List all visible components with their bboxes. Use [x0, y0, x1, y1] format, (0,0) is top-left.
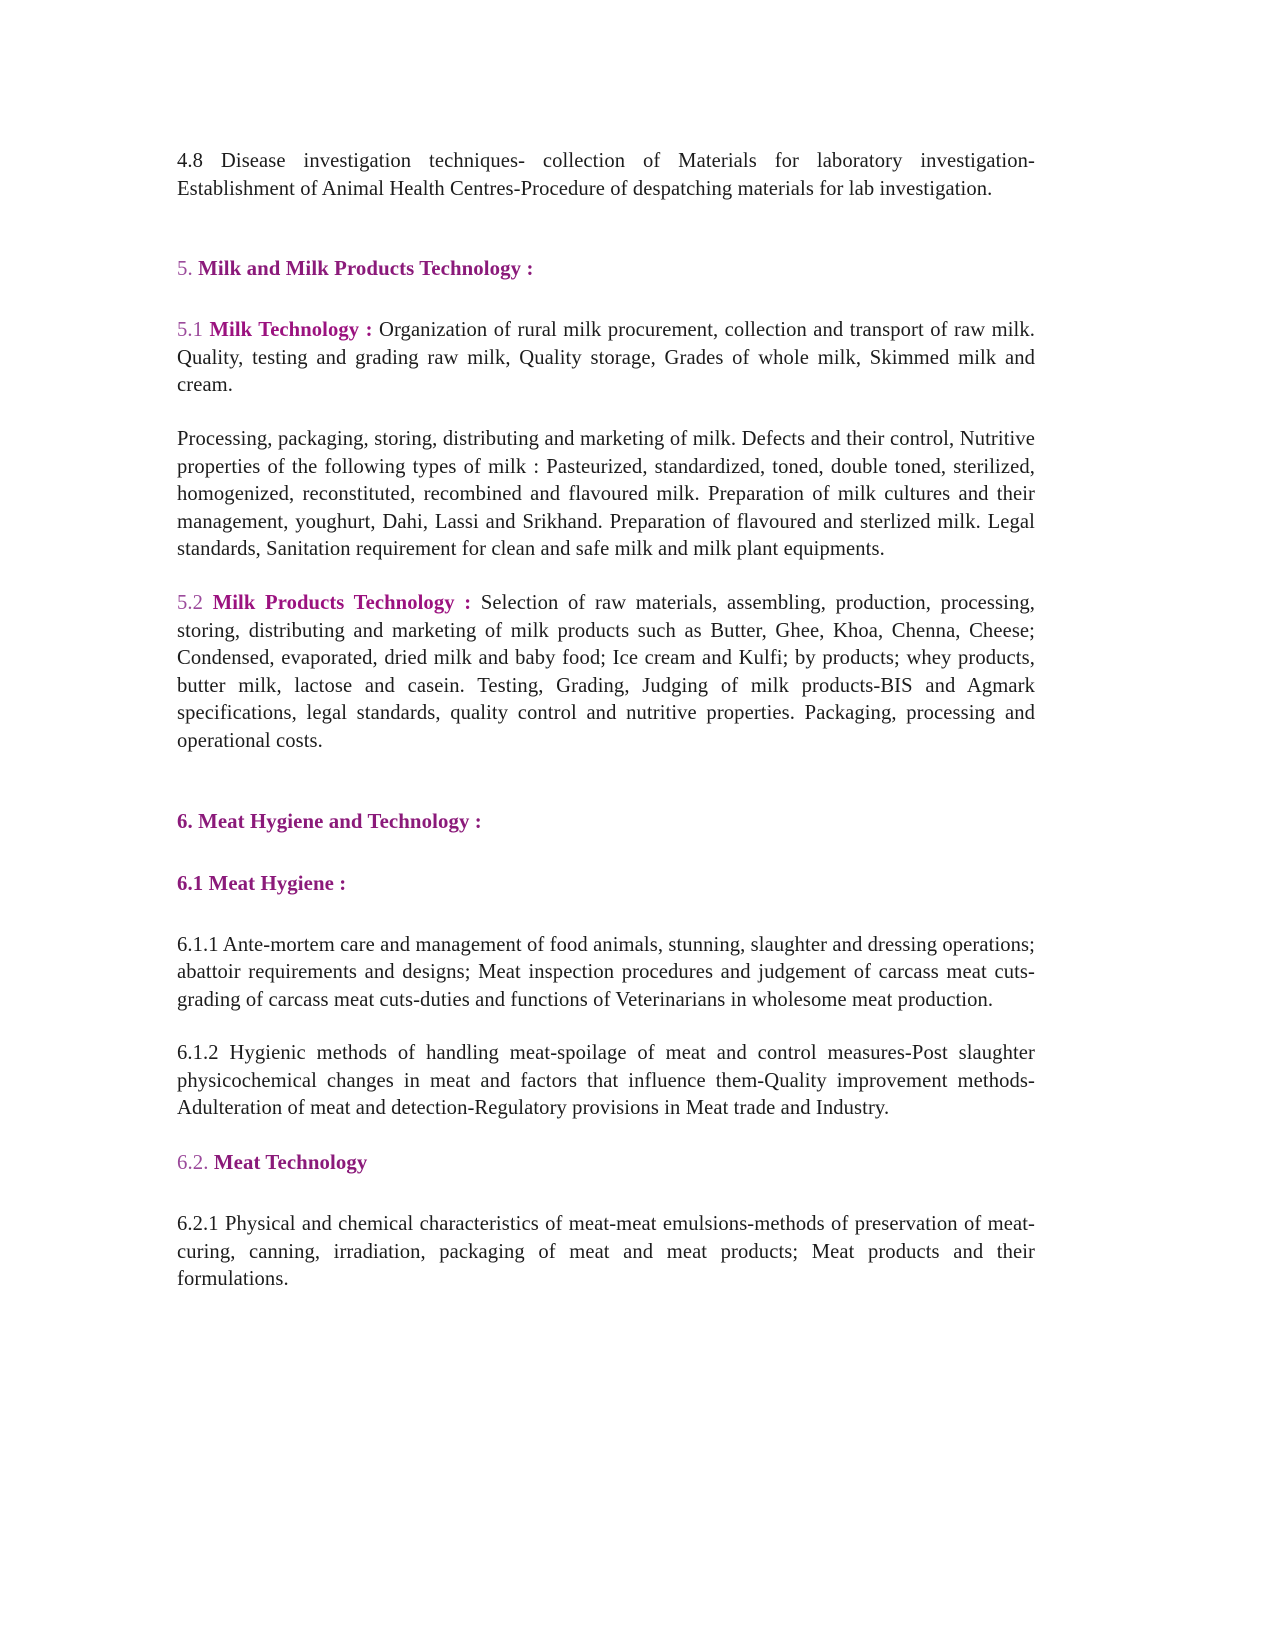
document-body: [177, 148, 1035, 1294]
paragraph-4-8: 4.8 Disease investigation techniques- collection of Materials for laboratory investigation-Establishment of Animal Health Centres-Procedure of despatching materials for lab investigation.: [177, 150, 1035, 200]
paragraph-6-1-1: 6.1.1 Ante-mortem care and management of food animals, stunning, slaughter and dressing operations; abattoir requirements and designs; Meat inspection procedures and judgement of carcass meat cuts-grading of carcass meat cuts-duties and functions of Veterinarians in wholesome meat production.: [177, 933, 1035, 1011]
spacer: [177, 1014, 1035, 1040]
spacer: [177, 1177, 1035, 1211]
section-heading-6-2-text: Meat Technology: [213, 1151, 368, 1175]
spacer: [177, 1123, 1035, 1149]
spacer: [177, 400, 1035, 426]
section-heading-5-text: Milk and Milk Products Technology :: [198, 257, 534, 281]
paragraph-5-2-number: 5.2: [177, 591, 204, 614]
paragraph-5-2: [177, 590, 1035, 756]
spacer: [177, 283, 1035, 317]
paragraph-5-1-title: Milk Technology :: [209, 319, 373, 342]
spacer: [177, 203, 1035, 255]
paragraph-5-1-number: 5.1: [177, 319, 204, 342]
spacer: [177, 756, 1035, 808]
paragraph-5-2-title: Milk Products Technology :: [212, 591, 472, 614]
paragraph-6-1-2: 6.1.2 Hygienic methods of handling meat-spoilage of meat and control measures-Post slaughter physicochemical changes in meat and factors that influence them-Quality improvement methods-Adulteration of meat and detection-Regulatory provisions in Meat trade and Industry.: [177, 1042, 1035, 1120]
section-heading-6-1: 6.1 Meat Hygiene :: [177, 871, 347, 895]
spacer: [177, 564, 1035, 590]
paragraph-5-1: [177, 317, 1035, 400]
spacer: [177, 898, 1035, 932]
section-heading-5-number: 5.: [177, 257, 193, 281]
section-heading-6-2-number: 6.2.: [177, 1151, 209, 1175]
paragraph-6-2-1: 6.2.1 Physical and chemical characteristics of meat-meat emulsions-methods of preservation of meat-curing, canning, irradiation, packaging of meat and meat products; Meat products and their formulations.: [177, 1213, 1035, 1291]
paragraph-5-1-body: Organization of rural milk procurement, collection and transport of raw milk. Quality, testing and grading raw milk, Quality storage, Grades of whole milk, Skimmed milk and cream.: [177, 319, 1036, 397]
spacer: [177, 836, 1035, 870]
paragraph-5-1-continued: Processing, packaging, storing, distributing and marketing of milk. Defects and their control, Nutritive properties of the following types of milk : Pasteurized, standardized, toned, double toned, sterilized, homogenized, reconstituted, recombined and flavoured milk. Preparation of milk cultures and their management, youghurt, Dahi, Lassi and Srikhand. Preparation of flavoured and sterlized milk. Legal standards, Sanitation requirement for clean and safe milk and milk plant equipments.: [177, 427, 1035, 561]
section-heading-6-2: [177, 1149, 1035, 1177]
section-heading-6: 6. Meat Hygiene and Technology :: [177, 809, 482, 833]
paragraph-5-2-body: Selection of raw materials, assembling, production, processing, storing, distributing and marketing of milk products such as Butter, Ghee, Khoa, Chenna, Cheese; Condensed, evaporated, dried milk and baby food; Ice cream and Kulfi; by products; whey products, butter milk, lactose and casein. Testing, Grading, Judging of milk products-BIS and Agmark specifications, legal standards, quality control and nutritive properties. Packaging, processing and operational costs.: [177, 591, 1036, 752]
section-heading-5: [177, 255, 1035, 283]
